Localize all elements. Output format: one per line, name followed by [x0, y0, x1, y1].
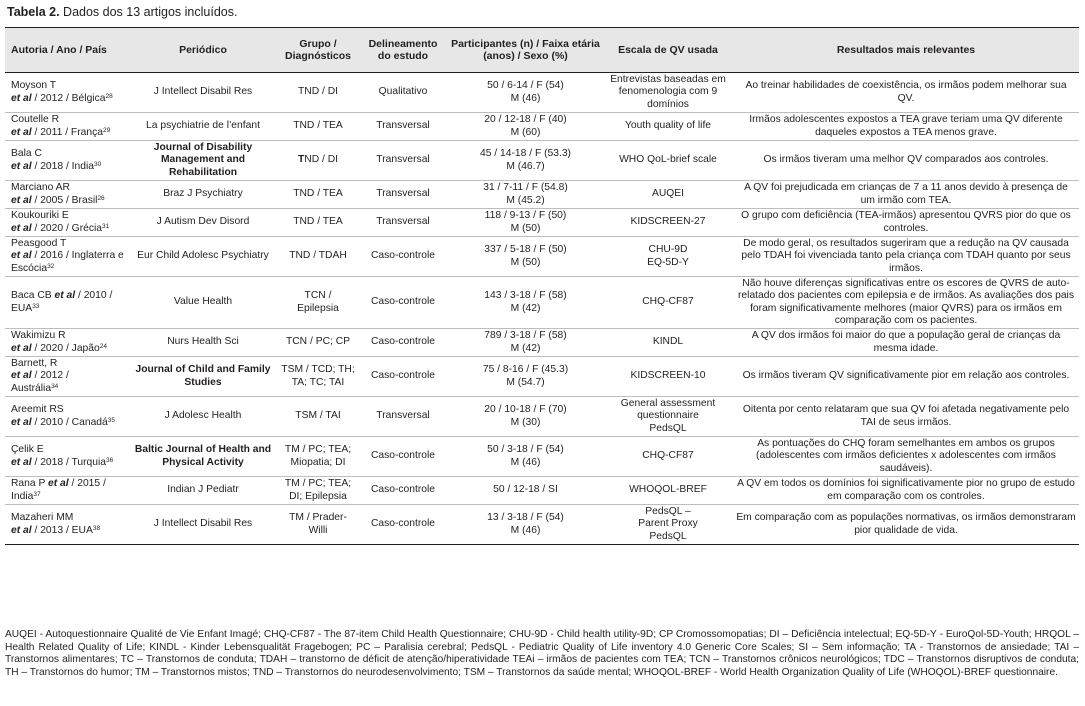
cell-design: Qualitativo: [378, 86, 428, 98]
cell-results: De modo geral, os resultados sugeriram que a redução na QV causada pelo TDAH foi vivenciada tanto pela criança com TDAH quanto por seus irmãos.: [741, 237, 1071, 274]
group-initial: T: [297, 154, 305, 166]
cell-journal: [128, 277, 278, 329]
cell-design: Caso-controle: [370, 296, 436, 308]
cell-design: Transversal: [376, 154, 430, 166]
author-year-country: / 2005 / Brasil: [31, 194, 98, 206]
table-number: Tabela 2.: [7, 5, 60, 19]
cell-design: Transversal: [376, 216, 430, 228]
cell-scale: CHQ-CF87: [642, 450, 694, 462]
author-name: Barnett, R: [11, 357, 58, 369]
header-group: Grupo / Diagnósticos: [278, 28, 358, 73]
cell-author: [5, 357, 128, 397]
author-name: Bala C: [11, 148, 42, 159]
cell-participants: 13 / 3-18 / F (54) M (46): [487, 512, 564, 536]
cell-participants: 789 / 3-18 / F (58) M (42): [484, 330, 567, 354]
author-citation: 24: [99, 342, 107, 350]
cell-participants: 118 / 9-13 / F (50) M (50): [484, 210, 567, 234]
author-name: Areemit RS: [11, 404, 64, 415]
author-etal: et al: [11, 456, 32, 468]
author-name: Moyson T: [11, 80, 57, 91]
author-etal: et al: [11, 222, 32, 234]
author-year-country: / 2020 / Grécia: [31, 222, 103, 234]
author-etal: et al: [11, 250, 32, 262]
cell-journal: [128, 181, 278, 209]
author-etal: et al: [11, 160, 32, 172]
cell-design: Caso-controle: [370, 450, 436, 462]
journal-name: J Intellect Disabil Res: [153, 518, 253, 530]
cell-participants: 75 / 8-16 / F (45.3) M (54.7): [482, 364, 569, 388]
header-journal: Periódico: [128, 28, 278, 73]
cell-design: Caso-controle: [370, 336, 436, 348]
author-name: Çelik E: [11, 444, 44, 455]
cell-participants: 20 / 10-18 / F (70) M (30): [484, 404, 567, 428]
cell-group: TM / Prader- Willi: [289, 512, 347, 536]
cell-results: As pontuações do CHQ foram semelhantes em ambos os grupos (adolescentes com irmãos deficientes x adolescentes com irmãos saudáveis).: [756, 437, 1056, 474]
author-name: Peasgood T: [11, 237, 67, 249]
header-results: Resultados mais relevantes: [733, 28, 1079, 73]
cell-results: Não houve diferenças significativas entre os escores de QVRS de auto-relatado dos pacientes com epilepsia e de irmãos. As avaliações dos pais foram significativamente melhores (maior QVRS) para os irmãos em comparação com os pacientes.: [738, 277, 1074, 326]
cell-scale: KIDSCREEN-10: [630, 370, 706, 382]
table-row: [5, 113, 1079, 141]
cell-results: Os irmãos tiveram uma melhor QV comparados aos controles.: [763, 154, 1049, 166]
author-citation: 29: [102, 126, 111, 134]
cell-group: TSM / TCD; TH; TA; TC; TAI: [281, 364, 355, 388]
author-etal: et al: [11, 92, 32, 104]
cell-group: TCN / PC; CP: [285, 336, 351, 348]
author-etal: et al: [48, 478, 69, 489]
cell-author: [5, 73, 128, 113]
cell-group: [278, 141, 358, 181]
table-row: [5, 73, 1079, 113]
author-year-country: / 2012 / Bélgica: [31, 92, 106, 104]
cell-scale: Youth quality of life: [624, 120, 712, 132]
author-year-country: / 2020 / Japão: [31, 342, 100, 354]
cell-author: [5, 277, 128, 329]
journal-name: Baltic Journal of Health and Physical Activity: [134, 444, 272, 468]
cell-participants: 50 / 3-18 / F (54) M (46): [487, 444, 564, 468]
table-row: [5, 357, 1079, 397]
author-citation: 26: [97, 194, 105, 202]
cell-journal: [128, 477, 278, 505]
cell-design: Transversal: [376, 188, 430, 200]
cell-design: Caso-controle: [370, 484, 436, 496]
table-row: [5, 329, 1079, 357]
cell-journal: [128, 209, 278, 237]
cell-design: Caso-controle: [370, 370, 436, 382]
author-etal: et al: [11, 416, 32, 428]
cell-author: [5, 237, 128, 277]
cell-scale: CHQ-CF87: [642, 296, 694, 308]
cell-results: Oitenta por cento relataram que sua QV foi afetada negativamente pelo TAI de seus irmãos.: [742, 404, 1070, 428]
cell-group: TCN / Epilepsia: [297, 290, 339, 314]
table-caption: Dados dos 13 artigos incluídos.: [59, 5, 238, 19]
journal-name: Journal of Child and Family Studies: [135, 364, 271, 388]
header-author: Autoria / Ano / País: [5, 28, 128, 73]
author-etal: et al: [54, 290, 76, 301]
cell-journal: [128, 329, 278, 357]
cell-design: Caso-controle: [370, 250, 436, 262]
table-header: [5, 28, 1079, 73]
group-rest: ND / DI: [304, 154, 339, 166]
journal-name: Indian J Pediatr: [167, 484, 239, 496]
cell-design: Caso-controle: [370, 518, 436, 530]
author-citation: 30: [94, 160, 102, 168]
author-name: Wakimizu R: [11, 330, 66, 341]
cell-journal: [128, 397, 278, 437]
author-year-country: / 2012 / Austrália: [11, 370, 69, 394]
cell-results: Irmãos adolescentes expostos a TEA grave teriam uma QV diferente daqueles expostos a TEA menos grave.: [749, 114, 1063, 138]
cell-group: TND / TDAH: [289, 250, 347, 262]
cell-journal: [128, 357, 278, 397]
author-citation: 33: [32, 302, 40, 310]
cell-scale: WHOQOL-BREF: [629, 484, 707, 496]
cell-scale: General assessment questionnaire PedsQL: [620, 397, 716, 434]
cell-group: TND / DI: [297, 86, 339, 98]
cell-results: O grupo com deficiência (TEA-irmãos) apresentou QVRS pior do que os controles.: [741, 210, 1071, 234]
author-citation: 35: [107, 416, 115, 424]
author-name: Mazaheri MM: [11, 512, 74, 523]
table-title: [7, 5, 237, 19]
author-etal: et al: [11, 370, 32, 382]
author-citation: 36: [106, 456, 114, 464]
author-etal: et al: [11, 524, 32, 536]
header-participants: Participantes (n) / Faixa etária (anos) / Sexo (%): [448, 28, 603, 73]
cell-scale: WHO QoL-brief scale: [619, 154, 717, 166]
author-citation: 38: [92, 524, 101, 532]
cell-author: [5, 397, 128, 437]
header-scale: Escala de QV usada: [603, 28, 733, 73]
cell-journal: [128, 141, 278, 181]
cell-participants: 20 / 12-18 / F (40) M (60): [484, 114, 567, 138]
cell-journal: [128, 237, 278, 277]
journal-name: La psychiatrie de l’enfant: [146, 120, 260, 132]
cell-author: [5, 477, 128, 505]
cell-scale: PedsQL – Parent Proxy PedsQL: [638, 505, 698, 542]
journal-name: Eur Child Adolesc Psychiatry: [137, 250, 269, 262]
cell-author: [5, 141, 128, 181]
author-name: Koukouriki E: [11, 210, 69, 221]
author-year-country: / 2010 / Canadá: [31, 416, 108, 428]
cell-scale: Entrevistas baseadas em fenomenologia com 9 domínios: [610, 73, 726, 110]
cell-author: [5, 113, 128, 141]
journal-name: J Adolesc Health: [164, 410, 242, 422]
author-year-country: / 2018 / India: [31, 160, 95, 172]
author-year-country: / 2016 / Inglaterra e Escócia: [11, 250, 124, 274]
journal-name: Nurs Health Sci: [167, 336, 239, 348]
author-citation: 32: [47, 262, 55, 270]
table-row: [5, 141, 1079, 181]
author-year-country: / 2018 / Turquia: [31, 456, 107, 468]
author-etal: et al: [11, 126, 32, 138]
cell-group: TSM / TAI: [295, 410, 341, 422]
author-citation: 37: [33, 490, 41, 498]
cell-participants: 337 / 5-18 / F (50) M (50): [484, 244, 567, 268]
cell-scale: KIDSCREEN-27: [630, 216, 706, 228]
table-footnote: AUQEI - Autoquestionnaire Qualité de Vie Enfant Imagé; CHQ-CF87 - The 87-item Child Health Questionnaire; CHU-9D - Child health utility-9D; CP Cromossomopatias; DI – Deficiência intelectual; EQ-5D-Y - EuroQol-5D-Youth; HRQOL – Health Related Quality of Life; KINDL - Kinder Lebensqualität Fragebogen; PC – Paralisia cerebral; PedsQL - Pediatric Quality of Life inventory 4.0 Generic Core Scales; SI – Sem informação; TA - Transtornos de ansiedade; TAI – Transtornos alimentares; TC – Transtornos de conduta; TDAH – transtorno de déficit de atenção/hiperatividade TEAi – irmãos de pacientes com TEA; TCN – Transtornos crônicos neurológicos; TDC – Transtornos disruptivos de conduta; TH – Transtornos do humor; TM – Transtornos mistos; TND – Transtornos do neurodesenvolvimento; TSM – Transtornos da saúde mental; WHOQOL-BREF - World Health Organization Quality of Life (WHOQOL)-BREF questionnaire.: [5, 629, 1079, 678]
author-citation: 31: [102, 222, 110, 230]
author-name: Baca CB: [11, 290, 55, 301]
cell-group: TM / PC; TEA; DI; Epilepsia: [284, 478, 352, 502]
cell-design: Transversal: [376, 410, 430, 422]
cell-group: TND / TEA: [293, 216, 343, 228]
table-row: [5, 397, 1079, 437]
cell-group: TND / TEA: [293, 120, 343, 132]
cell-scale: KINDL: [652, 336, 684, 348]
cell-results: Os irmãos tiveram QV significativamente pior em relação aos controles.: [742, 370, 1070, 382]
cell-journal: [128, 437, 278, 477]
articles-table: [5, 27, 1079, 545]
table-row: [5, 477, 1079, 505]
cell-participants: 50 / 6-14 / F (54) M (46): [487, 80, 564, 104]
cell-author: [5, 329, 128, 357]
table-row: [5, 505, 1079, 545]
author-year-country: / 2013 / EUA: [31, 524, 93, 536]
author-name: Marciano AR: [11, 182, 70, 193]
header-design: Delineamento do estudo: [358, 28, 448, 73]
cell-scale: CHU-9D EQ-5D-Y: [647, 244, 689, 268]
table-row: [5, 181, 1079, 209]
journal-name: J Intellect Disabil Res: [153, 86, 253, 98]
cell-journal: [128, 505, 278, 545]
table-row: [5, 437, 1079, 477]
table-row: [5, 209, 1079, 237]
journal-name: Value Health: [173, 296, 233, 308]
cell-results: A QV foi prejudicada em crianças de 7 a 11 anos devido à presença de um irmão com TEA.: [744, 182, 1068, 206]
journal-name: Journal of Disability Management and Rehabilitation: [153, 141, 253, 178]
table-row: [5, 237, 1079, 277]
table-row: [5, 277, 1079, 329]
cell-group: TND / TEA: [293, 188, 343, 200]
cell-author: [5, 181, 128, 209]
author-citation: 34: [51, 382, 59, 390]
journal-name: J Autism Dev Disord: [156, 216, 250, 228]
cell-results: A QV em todos os domínios foi significativamente pior no grupo de estudo em comparação com os controles.: [737, 478, 1075, 502]
cell-results: Ao treinar habilidades de coexistência, os irmãos podem melhorar sua QV.: [745, 80, 1067, 104]
cell-author: [5, 505, 128, 545]
cell-results: A QV dos irmãos foi maior do que a população geral de crianças da mesma idade.: [751, 330, 1061, 354]
author-year-country: / 2011 / França: [31, 126, 103, 138]
journal-name: Braz J Psychiatry: [163, 188, 243, 200]
cell-author: [5, 209, 128, 237]
table-body: [5, 73, 1079, 545]
cell-participants: 45 / 14-18 / F (53.3) M (46.7): [479, 148, 571, 172]
cell-journal: [128, 73, 278, 113]
cell-participants: 143 / 3-18 / F (58) M (42): [484, 290, 567, 314]
cell-journal: [128, 113, 278, 141]
author-name: Rana P: [11, 478, 49, 489]
author-name: Coutelle R: [11, 114, 60, 125]
author-citation: 28: [105, 92, 113, 100]
author-year-country: / 2010 / EUA: [11, 290, 113, 314]
cell-author: [5, 437, 128, 477]
cell-scale: AUQEI: [651, 188, 685, 200]
author-etal: et al: [11, 342, 32, 354]
cell-results: Em comparação com as populações normativas, os irmãos demonstraram pior qualidade de vida.: [736, 512, 1076, 536]
author-year-country: / 2015 / India: [11, 478, 106, 502]
cell-group: TM / PC; TEA; Miopatia; DI: [284, 444, 352, 468]
cell-participants: 31 / 7-11 / F (54.8) M (45.2): [483, 182, 568, 206]
author-etal: et al: [11, 194, 32, 206]
cell-participants: 50 / 12-18 / SI: [493, 484, 558, 496]
cell-design: Transversal: [376, 120, 430, 132]
